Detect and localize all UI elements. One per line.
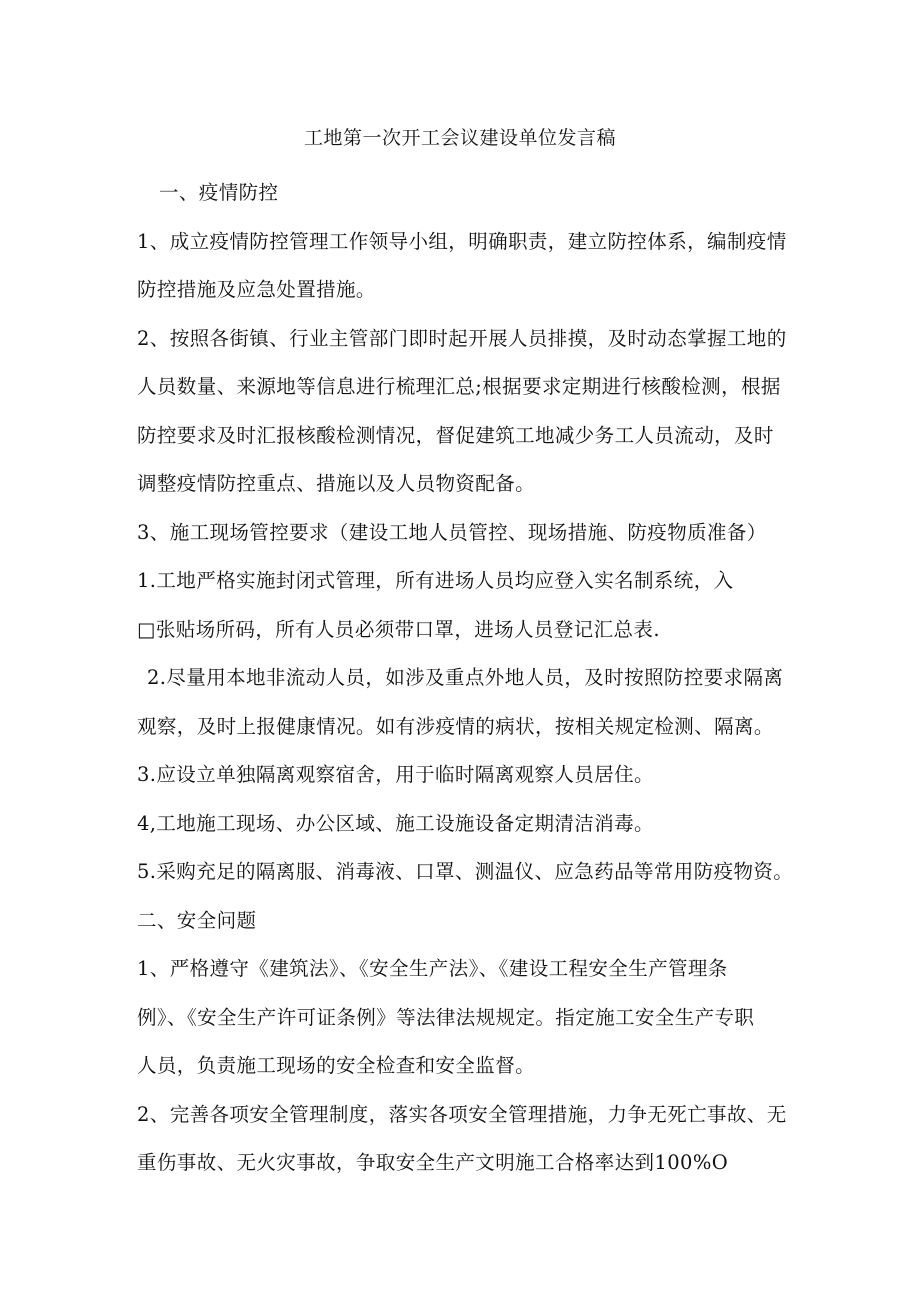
paragraph-line: 观察，及时上报健康情况。如有涉疫情的病状，按相关规定检测、隔离。 bbox=[137, 714, 774, 738]
paragraph-line: 2、按照各街镇、行业主管部门即时起开展人员排摸，及时动态掌握工地的 bbox=[137, 326, 787, 350]
paragraph-line: 调整疫情防控重点、措施以及人员物资配备。 bbox=[137, 472, 536, 495]
paragraph-line: □张贴场所码，所有人员必须带口罩，进场人员登记汇总表. bbox=[137, 617, 660, 641]
section-heading-epidemic: 一、疫情防控 bbox=[159, 181, 279, 204]
paragraph-line: 4,工地施工现场、办公区域、施工设施设备定期清洁消毒。 bbox=[137, 811, 654, 835]
paragraph-line: 防控措施及应急处置措施。 bbox=[137, 278, 376, 301]
document-title: 工地第一次开工会议建设单位发言稿 bbox=[303, 127, 616, 149]
paragraph-line: 人员，负责施工现场的安全检查和安全监督。 bbox=[137, 1054, 536, 1077]
section-heading-safety: 二、安全问题 bbox=[137, 908, 257, 932]
paragraph-line: 2.尽量用本地非流动人员，如涉及重点外地人员，及时按照防控要求隔离 bbox=[147, 666, 784, 689]
paragraph-line: 重伤事故、无火灾事故，争取安全生产文明施工合格率达到100%O bbox=[137, 1151, 729, 1174]
paragraph-line: 3.应设立单独隔离观察宿舍，用于临时隔离观察人员居住。 bbox=[137, 763, 654, 786]
paragraph-line: 防控要求及时汇报核酸检测情况，督促建筑工地减少务工人员流动，及时 bbox=[137, 423, 774, 447]
paragraph-line: 1、严格遵守《建筑法》、《安全生产法》、《建设工程安全生产管理条 bbox=[137, 957, 728, 980]
paragraph-line: 1.工地严格实施封闭式管理，所有进场人员均应登入实名制系统，入 bbox=[137, 569, 734, 592]
paragraph-line: 例》、《安全生产许可证条例》等法律法规规定。指定施工安全生产专职 bbox=[137, 1005, 755, 1029]
document-body bbox=[137, 169, 797, 1188]
paragraph-line: 2、完善各项安全管理制度，落实各项安全管理措施，力争无死亡事故、无 bbox=[137, 1102, 787, 1126]
paragraph-line: 人员数量、来源地等信息进行梳理汇总;根据要求定期进行核酸检测，根据 bbox=[137, 375, 781, 398]
paragraph-line: 5.采购充足的隔离服、消毒液、口罩、测温仪、应急药品等常用防疫物资。 bbox=[137, 860, 794, 883]
paragraph-line: 3、施工现场管控要求（建设工地人员管控、现场措施、防疫物质准备） bbox=[137, 520, 767, 544]
paragraph-line: 1、成立疫情防控管理工作领导小组，明确职责，建立防控体系，编制疫情 bbox=[137, 229, 787, 253]
